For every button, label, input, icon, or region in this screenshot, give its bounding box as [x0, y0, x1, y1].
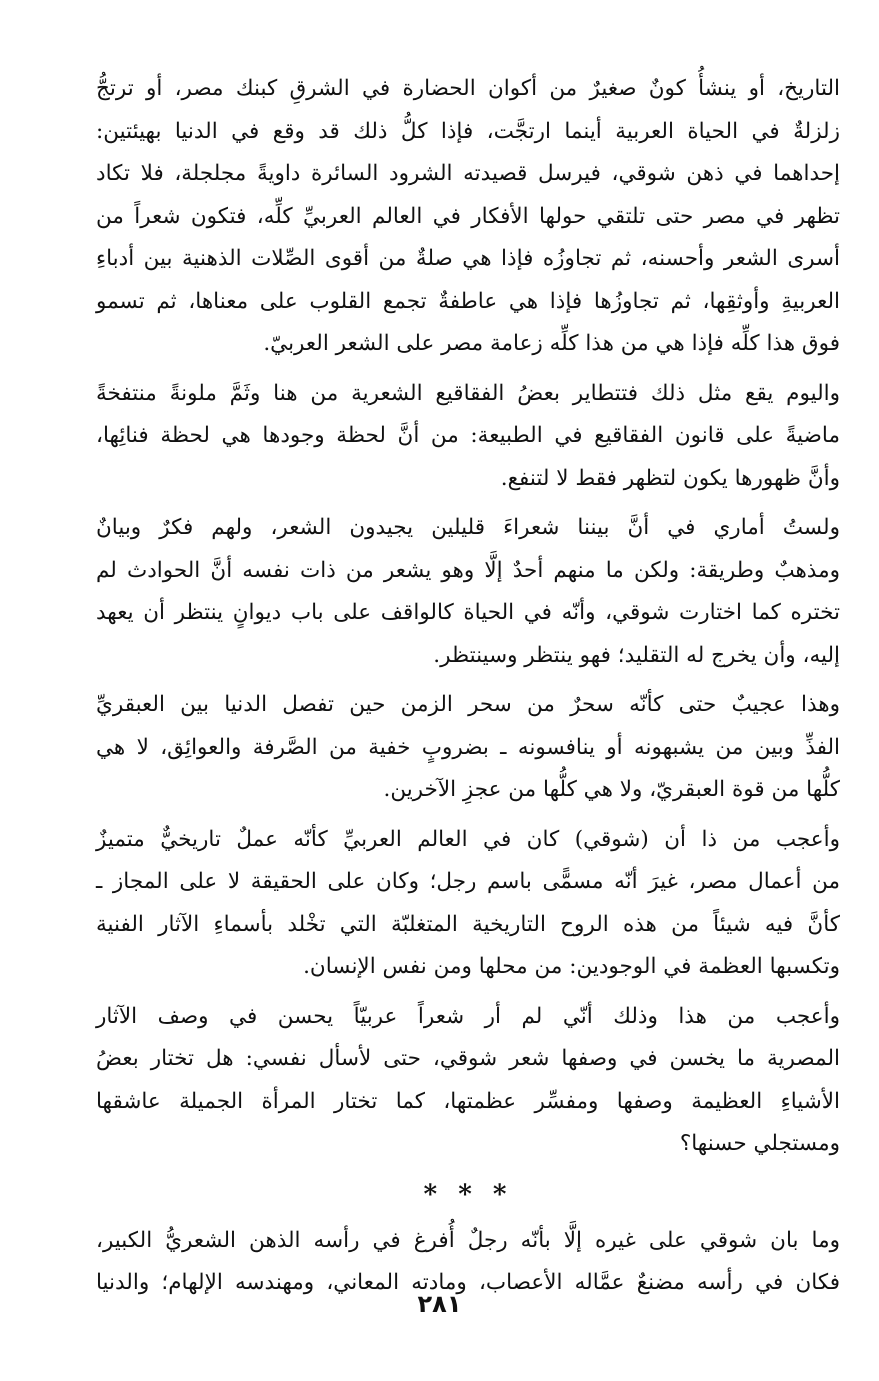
text-line: وهذا عجيبٌ حتى كأنّه سحرٌ من سحر الزمن حين تفصل الدنيا بين العبقريِّ: [96, 692, 840, 717]
text-line: إليه، وأن يخرج له التقليد؛ فهو ينتظر وسينتظر.: [433, 642, 840, 668]
text-line: أسرى الشعر وأحسنه، ثم تجاوزُه فإذا هي صلةٌ من أقوى الصِّلات الذهنية بين أدباءِ: [96, 246, 840, 271]
text-line: وما بان شوقي على غيره إلَّا بأنّه رجلٌ أُفرغ في رأسه الذهن الشعريُّ الكبير،: [96, 1227, 840, 1253]
text-line: وأعجب من ذا أن (شوقي) كان في العالم العربيِّ كأنّه عملٌ تاريخيٌّ متميزٌ: [96, 826, 840, 852]
text-line: تظهر في مصر حتى تلتقي حولها الأفكار في العالم العربيِّ كلِّه، فتكون شعراً من: [96, 203, 840, 229]
text-line: الفذِّ وبين من يشبهونه أو ينافسونه ـ بضروبٍ خفية من الصَّرفة والعوائِق، لا هي: [96, 734, 840, 760]
text-line: تختره كما اختارت شوقي، وأنّه في الحياة كالواقف على باب ديوانٍ ينتظر أن يعهد: [96, 600, 840, 625]
text-line: ومذهبٌ وطريقة: ولكن ما منهم أحدٌ إلَّا وهو يشعر من ذات نفسه أنَّ الحوادث لم: [96, 557, 840, 583]
paragraph-2: [96, 373, 840, 501]
text-line: إحداهما في ذهن شوقي، فيرسل قصيدته الشرود السائرة داويةً مجلجلة، فلا تكاد: [96, 161, 840, 186]
text-line: كلُّها من قوة العبقريّ، ولا هي كلُّها من عجزِ الآخرين.: [383, 777, 840, 802]
text-line: التاريخ، أو ينشأُ كونٌ صغيرٌ من أكوان الحضارة في الشرقِ كبنك مصر، أو ترتجُّ: [96, 76, 840, 101]
text-line: من أعمال مصر، غيرَ أنّه مسمًّى باسم رجل؛ وكان على الحقيقة لا على المجاز ـ: [96, 869, 840, 894]
text-line: فكان في رأسه مضنعٌ عمَّاله الأعصاب، ومادته المعاني، ومهندسه الإلهام؛ والدنيا: [96, 1270, 840, 1295]
text-line: وأعجب من هذا وذلك أنّي لم أر شعراً عربيّاً يحسن في وصف الآثار: [96, 1003, 840, 1029]
text-line: الأشياءِ العظيمة وصفها ومفسِّر عظمتها، كما تختار المرأة الجميلة عاشقها: [96, 1088, 840, 1114]
text-line: المصرية ما يخسن في وصفها شعر شوقي، حتى لأسأل نفسي: هل تختار بعضُ: [96, 1046, 840, 1071]
paragraph-6: [96, 996, 840, 1166]
paragraph-4: [96, 684, 840, 812]
text-line: زلزلةٌ في الحياة العربية أينما ارتجَّت، فإذا كلُّ ذلك قد وقع في الدنيا بهيئتين:: [96, 118, 840, 144]
text-line: ولستُ أماري في أنَّ بيننا شعراءَ قليلين يجيدون الشعر، ولهم فكرٌ وبيانٌ: [96, 515, 840, 540]
paragraph-1: [96, 68, 840, 366]
text-line: فوق هذا كلِّه فإذا هي من هذا كلِّه زعامة مصر على الشعر العربيّ.: [263, 331, 840, 356]
paragraph-3: [96, 507, 840, 677]
section-separator: * * *: [423, 1179, 513, 1210]
text-line: كأنَّ فيه شيئاً من هذه الروح التاريخية المتغلبّة التي تخْلد بأسماءِ الآثار الفنية: [96, 911, 840, 937]
page-number: ٢٨١: [417, 1290, 462, 1318]
text-line: العربيةِ وأوثقِها، ثم تجاوزُها فإذا هي عاطفةٌ تجمع القلوب على معناها، ثم تسمو: [96, 288, 840, 314]
page-body: [96, 68, 840, 1312]
text-line: ومستجلي حسنها؟: [679, 1131, 840, 1156]
text-line: ماضيةً على قانون الفقاقيع في الطبيعة: من أنَّ لحظة وجودها هي لحظة فنائِها،: [96, 423, 840, 448]
text-line: وتكسبها العظمة في الوجودين: من محلها ومن نفس الإنسان.: [303, 954, 840, 979]
paragraph-5: [96, 819, 840, 989]
text-line: وأنَّ ظهورها يكون لتظهر فقط لا لتنفع.: [500, 465, 840, 491]
text-line: واليوم يقع مثل ذلك فتتطاير بعضُ الفقاقيع الشعرية من هنا وثَمَّ ملونةً منتفخةً: [96, 380, 840, 406]
